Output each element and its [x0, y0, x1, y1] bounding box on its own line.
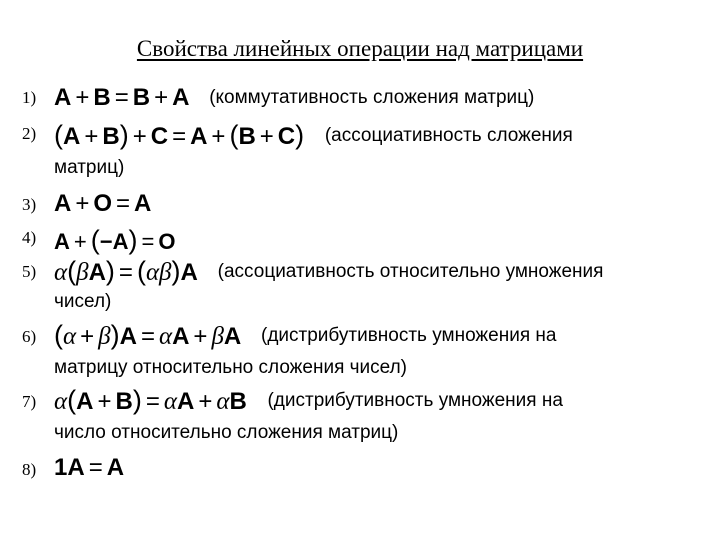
item-number: 8) — [22, 460, 37, 479]
matrix-symbol: A — [76, 388, 94, 415]
matrix-symbol: B — [115, 388, 133, 415]
formula — [54, 225, 176, 255]
formula — [54, 256, 204, 286]
operator: = — [145, 388, 160, 415]
paren: ( — [136, 256, 146, 286]
item-number: 4) — [22, 228, 37, 247]
matrix-symbol: A — [119, 323, 137, 350]
property-line — [54, 256, 603, 287]
operator: = — [141, 229, 155, 254]
operator: + — [259, 123, 274, 150]
operator: = — [116, 190, 131, 217]
matrix-symbol: C — [277, 123, 296, 150]
property-line — [54, 120, 573, 151]
greek-symbol: β — [211, 323, 224, 350]
greek-symbol: β — [98, 323, 111, 350]
matrix-symbol: A — [172, 323, 190, 350]
property-line — [54, 190, 151, 218]
operator: = — [114, 84, 129, 111]
property-line — [54, 320, 556, 351]
operator: = — [172, 123, 187, 150]
matrix-symbol: −A — [99, 229, 129, 254]
operator: + — [193, 323, 208, 350]
matrix-symbol: B — [102, 123, 120, 150]
matrix-symbol: C — [150, 123, 169, 150]
paren: ( — [67, 385, 77, 415]
formula — [54, 320, 247, 350]
paren: ) — [105, 256, 115, 286]
property-line — [54, 225, 175, 256]
operator: = — [140, 323, 155, 350]
operator: = — [88, 454, 103, 481]
matrix-symbol: A — [54, 190, 72, 217]
paren: ( — [54, 320, 63, 350]
paren: ( — [67, 256, 77, 286]
item-number: 2) — [22, 124, 37, 143]
paren: ) — [128, 225, 138, 255]
greek-symbol: α — [158, 323, 173, 350]
operator: + — [73, 229, 87, 254]
matrix-symbol: A — [172, 84, 189, 111]
formula — [54, 385, 253, 415]
item-number: 1) — [22, 88, 37, 107]
formula — [54, 454, 124, 481]
paren: ( — [229, 120, 239, 150]
greek-symbol: α — [54, 259, 68, 286]
item-number: 7) — [22, 392, 37, 411]
operator: + — [75, 84, 90, 111]
matrix-symbol: B — [229, 388, 247, 415]
property-description: (дистрибутивность умножения на — [267, 389, 563, 411]
operator: + — [154, 84, 169, 111]
property-line — [54, 84, 534, 112]
formula — [54, 190, 151, 217]
description-continuation: матриц) — [54, 157, 125, 178]
greek-symbol: α — [63, 323, 77, 350]
description-continuation: матрицу относительно сложения чисел) — [54, 357, 407, 378]
operator: + — [132, 123, 147, 150]
matrix-symbol: A — [134, 190, 152, 217]
property-description: (коммутативность сложения матриц) — [209, 87, 535, 108]
matrix-symbol: O — [158, 229, 176, 254]
property-line — [54, 454, 124, 482]
item-number: 3) — [22, 195, 37, 214]
property-description: (дистрибутивность умножения на — [261, 324, 557, 346]
paren: ( — [90, 225, 100, 255]
operator: + — [97, 388, 112, 415]
operator: + — [75, 190, 90, 217]
description-continuation: число относительно сложения матриц) — [54, 422, 399, 443]
operator: + — [84, 123, 99, 150]
item-number: 6) — [22, 327, 37, 346]
matrix-symbol: O — [93, 190, 113, 217]
matrix-symbol: B — [238, 123, 256, 150]
matrix-symbol: A — [88, 259, 106, 286]
greek-symbol: α — [54, 388, 68, 415]
property-description: (ассоциативность относительно умножения — [217, 260, 604, 282]
formula — [54, 84, 195, 111]
paren: ) — [119, 120, 129, 150]
matrix-symbol: A — [176, 388, 195, 415]
operator: = — [118, 259, 133, 286]
operator: + — [80, 323, 95, 350]
matrix-symbol: A — [180, 259, 197, 286]
paren: ( — [54, 120, 63, 150]
page-title: Свойства линейных операции над матрицами — [136, 36, 584, 61]
matrix-symbol: A — [54, 84, 72, 111]
matrix-symbol: A — [63, 123, 81, 150]
description-continuation: чисел) — [54, 291, 112, 312]
operator: + — [211, 123, 226, 150]
formula — [54, 120, 311, 150]
matrix-symbol: A — [223, 323, 241, 350]
matrix-symbol: A — [67, 454, 85, 481]
greek-symbol: α — [163, 388, 177, 415]
greek-symbol: α — [216, 388, 230, 415]
matrix-symbol: A — [190, 123, 208, 150]
paren: ) — [171, 256, 181, 286]
paren: ) — [132, 385, 142, 415]
property-line — [54, 385, 563, 416]
paren: ) — [295, 120, 305, 150]
property-description: (ассоциативность сложения — [324, 124, 573, 146]
item-number: 5) — [22, 262, 37, 281]
scalar-one: 1 — [54, 454, 68, 481]
matrix-symbol: B — [93, 84, 111, 111]
matrix-symbol: A — [106, 454, 125, 481]
greek-symbol: β — [76, 259, 89, 286]
matrix-symbol: B — [132, 84, 151, 111]
greek-symbol: αβ — [145, 259, 172, 286]
matrix-symbol: A — [54, 229, 70, 254]
operator: + — [198, 388, 213, 415]
paren: ) — [110, 320, 120, 350]
